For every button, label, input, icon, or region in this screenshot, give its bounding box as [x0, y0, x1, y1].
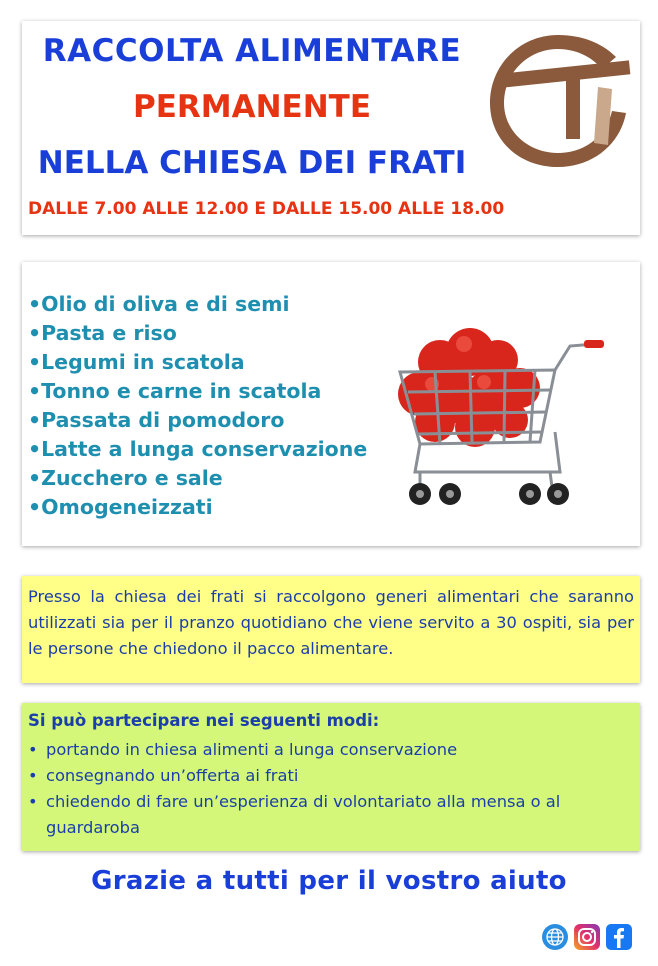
- participation-title: Si può partecipare nei seguenti modi:: [28, 711, 380, 730]
- opening-hours: DALLE 7.00 ALLE 12.00 E DALLE 15.00 ALLE 18.00: [28, 199, 505, 219]
- title-line-2: PERMANENTE: [133, 89, 371, 125]
- instagram-icon[interactable]: [574, 924, 600, 950]
- list-item: •Passata di pomodoro: [28, 408, 285, 432]
- thanks-message: Grazie a tutti per il vostro aiuto: [91, 866, 567, 896]
- list-item: •Omogeneizzati: [28, 495, 213, 519]
- shopping-cart-icon: [380, 322, 610, 517]
- list-item: •Olio di oliva e di semi: [28, 292, 290, 316]
- title-line-1: RACCOLTA ALIMENTARE: [42, 33, 462, 69]
- list-item: •Pasta e riso: [28, 321, 177, 345]
- social-links: [542, 924, 632, 950]
- friars-logo: [480, 27, 636, 173]
- list-item: •Latte a lunga conservazione: [28, 437, 368, 461]
- header-card: [22, 21, 640, 235]
- list-item: •Legumi in scatola: [28, 350, 245, 374]
- participation-card: [22, 703, 640, 851]
- info-text: Presso la chiesa dei frati si raccolgono generi alimentari che saranno utilizzati sia per il pranzo quotidiano che viene servito a 30 ospiti, sia per le persone che chiedono il pacco alimentare.: [28, 587, 634, 658]
- list-item: • consegnando un’offerta ai frati: [22, 763, 640, 789]
- food-list: [28, 290, 367, 522]
- participation-list: [22, 737, 640, 841]
- list-item: • chiedendo di fare un’esperienza di volontariato alla mensa o al guardaroba: [22, 789, 640, 841]
- globe-icon[interactable]: [542, 924, 568, 950]
- info-card: [22, 576, 640, 683]
- items-card: [22, 262, 640, 546]
- facebook-icon[interactable]: [606, 924, 632, 950]
- list-item: •Zucchero e sale: [28, 466, 223, 490]
- list-item: •Tonno e carne in scatola: [28, 379, 322, 403]
- list-item: • portando in chiesa alimenti a lunga conservazione: [22, 737, 640, 763]
- title-line-3: NELLA CHIESA DEI FRATI: [37, 145, 467, 181]
